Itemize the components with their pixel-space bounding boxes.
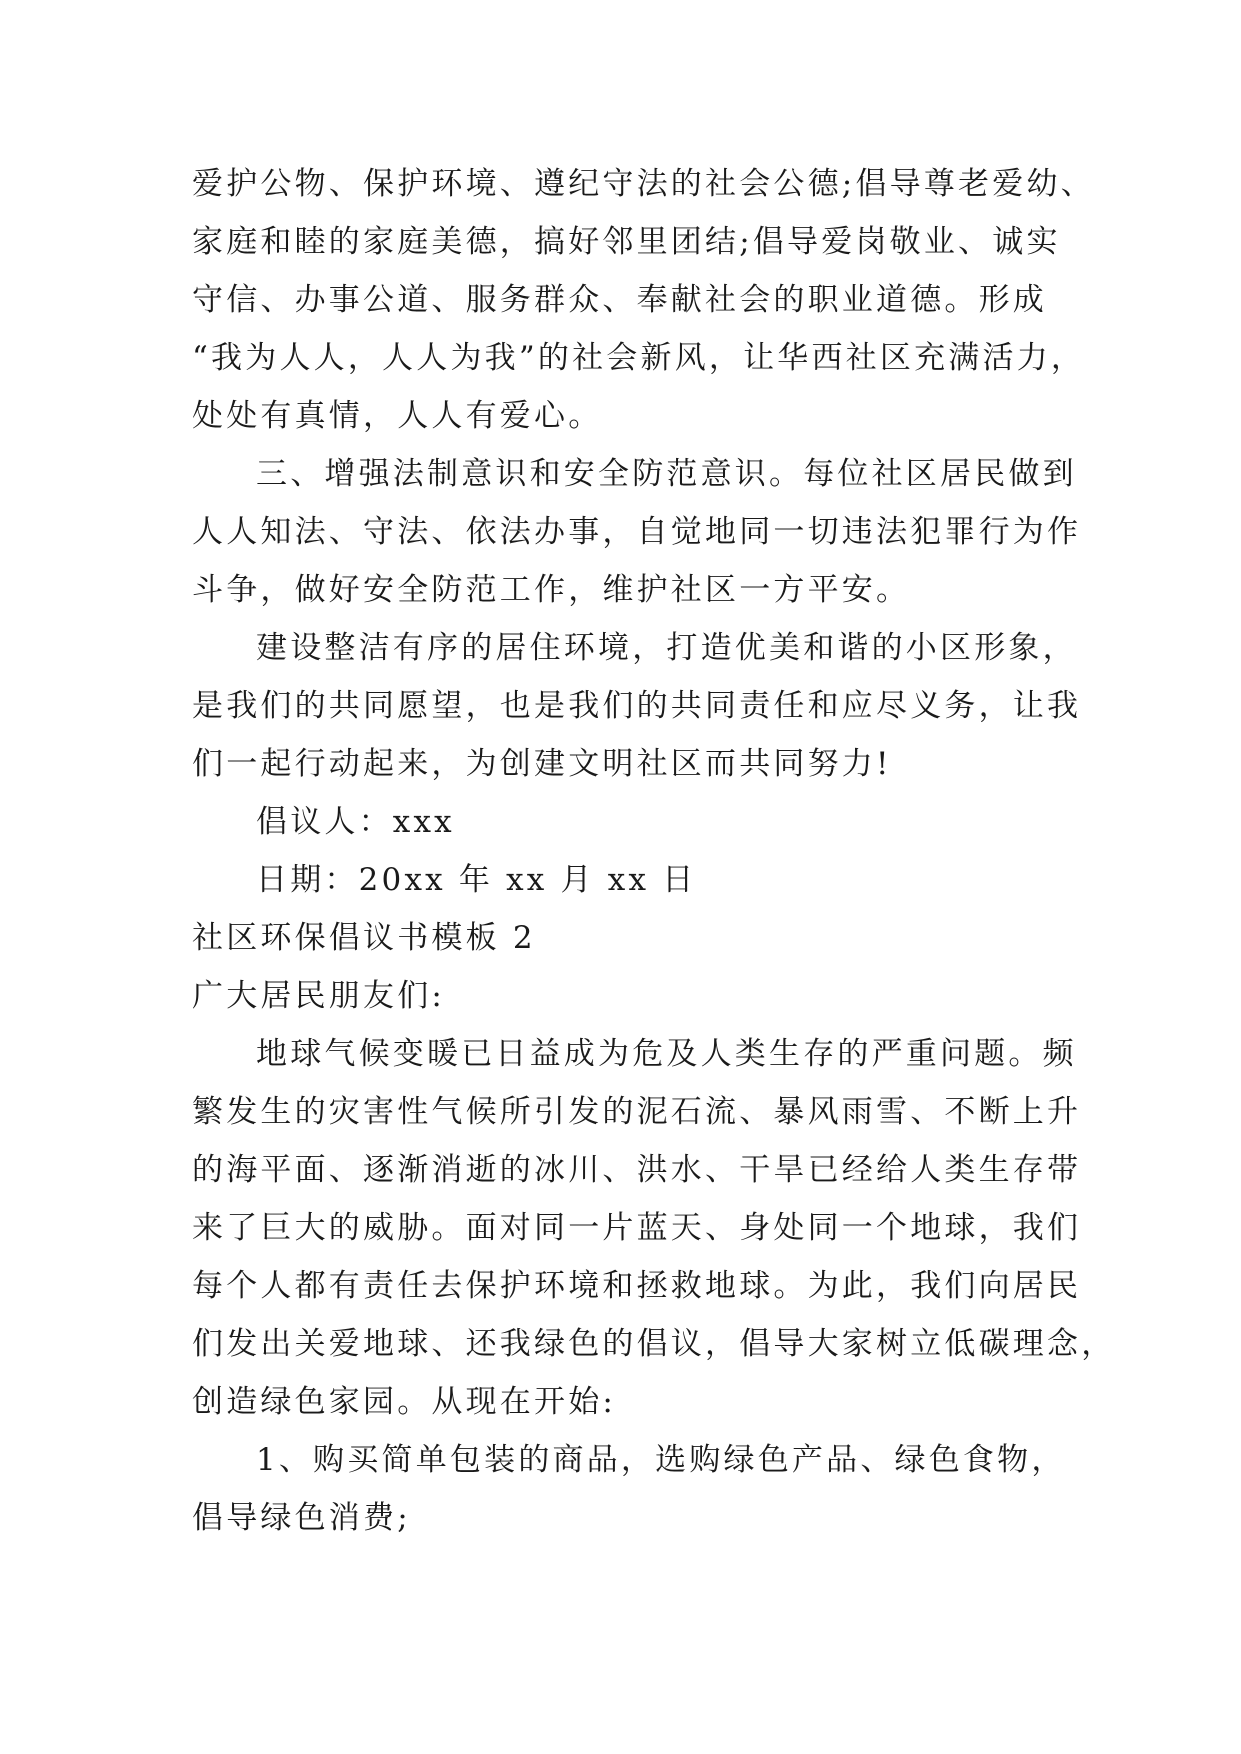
paragraph-start-line: 建设整洁有序的居住环境，打造优美和谐的小区形象， (256, 630, 1077, 666)
text-line: 家庭和睦的家庭美德，搞好邻里团结;倡导爱岗敬业、诚实 (192, 224, 1061, 260)
text-line: 人人知法、守法、依法办事，自觉地同一切违法犯罪行为作 (192, 514, 1082, 550)
text-line: 们一起行动起来，为创建文明社区而共同努力! (192, 746, 892, 782)
paragraph-start-line: 地球气候变暖已日益成为危及人类生存的严重问题。频 (256, 1036, 1077, 1072)
text-line: 斗争，做好安全防范工作，维护社区一方平安。 (192, 572, 911, 608)
text-line: 来了巨大的威胁。面对同一片蓝天、身处同一个地球，我们 (192, 1210, 1082, 1246)
text-line: 处处有真情，人人有爱心。 (192, 398, 603, 434)
text-line: 们发出关爱地球、还我绿色的倡议，倡导大家树立低碳理念， (192, 1326, 1116, 1362)
date-line: 日期：20xx 年 xx 月 xx 日 (256, 862, 697, 898)
text-line: 爱护公物、保护环境、遵纪守法的社会公德;倡导尊老爱幼、 (192, 166, 1095, 202)
section-title: 社区环保倡议书模板 2 (192, 920, 536, 956)
text-line: 是我们的共同愿望，也是我们的共同责任和应尽义务，让我 (192, 688, 1082, 724)
salutation-line: 广大居民朋友们: (192, 978, 446, 1014)
text-line: 每个人都有责任去保护环境和拯救地球。为此，我们向居民 (192, 1268, 1082, 1304)
paragraph-start-line: 三、增强法制意识和安全防范意识。每位社区居民做到 (256, 456, 1077, 492)
text-line: 创造绿色家园。从现在开始: (192, 1384, 617, 1420)
list-item-line: 1、购买简单包装的商品，选购绿色产品、绿色食物， (256, 1442, 1066, 1478)
text-line: 的海平面、逐渐消逝的冰川、洪水、干旱已经给人类生存带 (192, 1152, 1082, 1188)
text-line: 繁发生的灾害性气候所引发的泥石流、暴风雨雪、不断上升 (192, 1094, 1082, 1130)
text-line: 守信、办事公道、服务群众、奉献社会的职业道德。形成 (192, 282, 1047, 318)
initiator-line: 倡议人：xxx (256, 804, 455, 840)
text-line: “我为人人，人人为我”的社会新风，让华西社区充满活力， (192, 340, 1086, 376)
text-line: 倡导绿色消费; (192, 1500, 411, 1536)
